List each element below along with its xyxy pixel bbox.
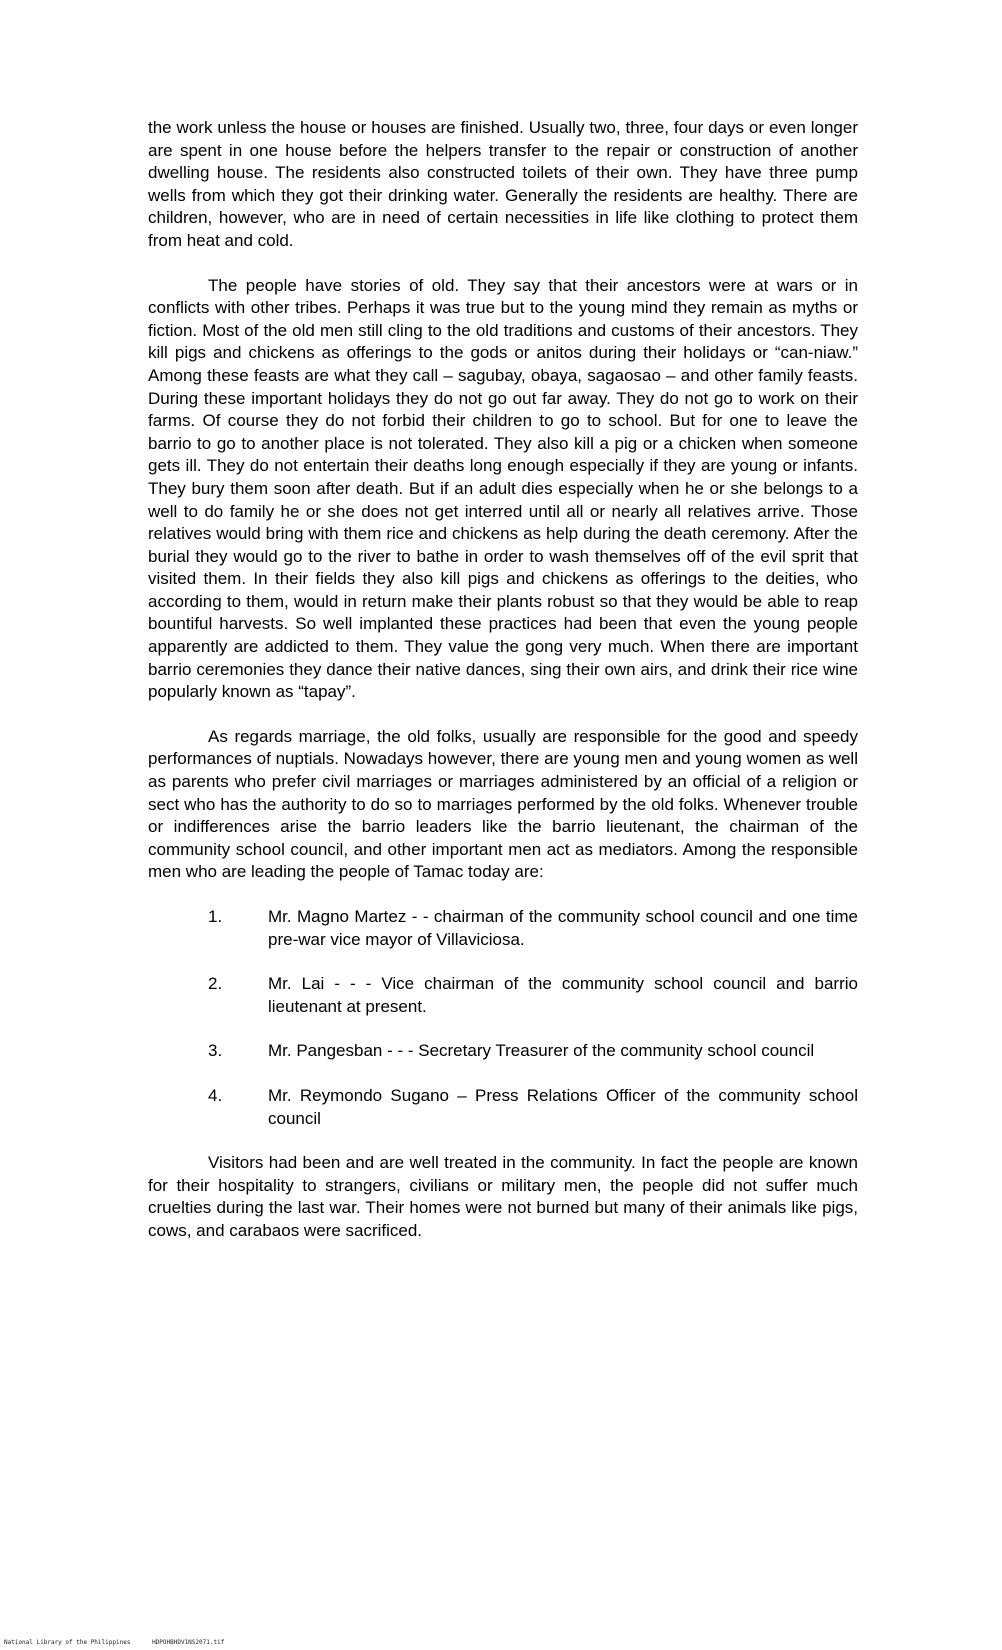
list-item-text: Mr. Magno Martez - - chairman of the community school council and one time pre-war vice mayor of Villaviciosa. [268, 907, 858, 949]
list-item-text: Mr. Lai - - - Vice chairman of the community school council and barrio lieutenant at present. [268, 974, 858, 1016]
list-item-number: 3. [208, 1041, 223, 1061]
list-item [148, 906, 858, 951]
list-item-text: Mr. Reymondo Sugano – Press Relations Officer of the community school council [268, 1085, 858, 1128]
scan-footer [4, 1639, 224, 1647]
list-item-number: 1. [208, 907, 223, 926]
footer-file-code: HDPOHBHDV1NS2071.tif [152, 1639, 225, 1646]
list-item [148, 973, 858, 1018]
list-item [148, 1040, 858, 1063]
paragraph-visitors: Visitors had been and are well treated in the community. In fact the people are known for their hospitality to strangers, civilians or military men, the people did not suffer much cruelties during the last war. Their homes were not burned but many of their animals like pigs, cows, and carabaos were sacrificed. [148, 1153, 858, 1240]
list-item [148, 1085, 858, 1130]
list-item-text: Mr. Pangesban - - - Secretary Treasurer of the community school council [268, 1041, 815, 1061]
paragraph-marriage: As regards marriage, the old folks, usually are responsible for the good and speedy performances of nuptials. Nowadays however, there are young men and young women as well as parents who prefer civil marriages or marriages administered by an official of a religion or sect who has the authority to do so to marriages performed by the old folks. Whenever trouble or indifferences arise the barrio leaders like the barrio lieutenant, the chairman of the community school council, and other important men act as mediators. Among the responsible men who are leading the people of Tamac today are: [148, 726, 858, 882]
list-item-number: 4. [208, 1085, 223, 1105]
leaders-list [148, 906, 858, 1130]
document-page [148, 117, 858, 1265]
footer-library-label: National Library of the Philippines [4, 1639, 131, 1646]
paragraph-housing: the work unless the house or houses are finished. Usually two, three, four days or even longer are spent in one house before the helpers transfer to the repair or construction of another dwelling house. The residents also constructed toilets of their own. They have three pump wells from which they got their drinking water. Generally the residents are healthy. There are children, however, who are in need of certain necessities in life like clothing to protect them from heat and cold. [148, 118, 858, 250]
paragraph-traditions: The people have stories of old. They say that their ancestors were at wars or in conflicts with other tribes. Perhaps it was true but to the young mind they remain as myths or fiction. Most of the old men still cling to the old traditions and customs of their ancestors. They kill pigs and chickens as offerings to the gods or anitos during their holidays or “can-niaw.” Among these feasts are what they call – sagubay, obaya, sagaosao – and other family feasts. During these important holidays they do not go out far away. They do not go to work on their farms. Of course they do not forbid their children to go to school. But for one to leave the barrio to go to another place is not tolerated. They also kill a pig or a chicken when someone gets ill. They do not entertain their deaths long enough especially if they are young or infants. They bury them soon after death. But if an adult dies especially when he or she belongs to a well to do family he or she does not get interred until all or nearly all relatives arrive. Those relatives would bring with them rice and chickens as help during the death ceremony. After the burial they would go to the river to bathe in order to wash themselves off of the evil sprit that visited them. In their fields they also kill pigs and chickens as offerings to the deities, who according to them, would in return make their plants robust so that they would be able to reap bountiful harvests. So well implanted these practices had been that even the young people apparently are addicted to them. They value the gong very much. When there are important barrio ceremonies they dance their native dances, sing their own airs, and drink their rice wine popularly known as “tapay”. [148, 275, 858, 702]
list-item-number: 2. [208, 974, 223, 994]
